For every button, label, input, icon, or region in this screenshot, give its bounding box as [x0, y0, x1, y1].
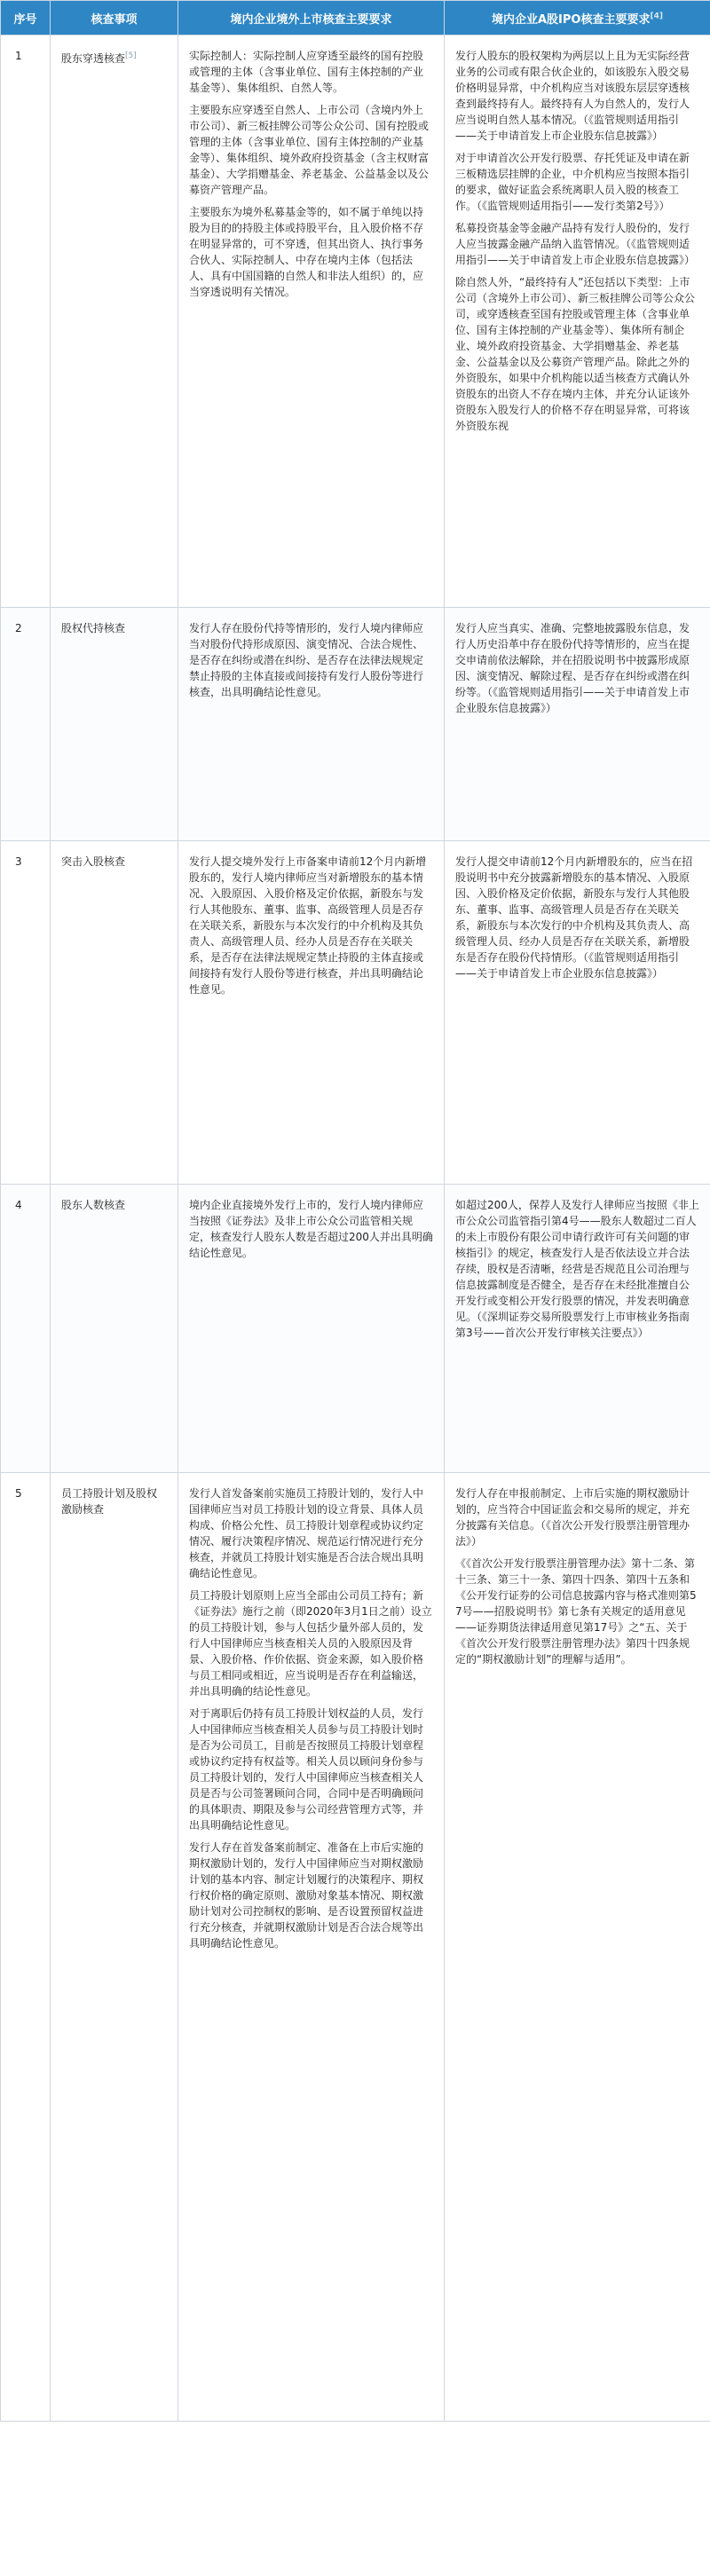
row-item-label: 股东穿透核查	[61, 52, 126, 65]
paragraph: 发行人存在申报前制定、上市后实施的期权激励计划的，应当符合中国证监会和交易所的规定，并充分披露有关信息。（《首次公开发行股票注册管理办法》）	[455, 1487, 690, 1548]
header-a-share	[445, 1, 710, 35]
row-item: 股权代持核查	[51, 608, 178, 841]
header-row	[1, 1, 710, 35]
paragraph: 发行人提交境外发行上市备案申请前12个月内新增股东的，发行人境内律师应当对新增股东的基本情况、入股原因、入股价格及定价依据，新股东与发行人其他股东、董事、监事、高级管理人员是否存在关联关系，新股东与本次发行的中介机构及其负责人、高级管理人员、经办人员是否存在关联关系，是否存在法律法规规定禁止持股的主体直接或间接持有发行人股份等进行核查，并出具明确结论性意见。	[189, 855, 427, 996]
paragraph: 发行人股东的股权架构为两层以上且为无实际经营业务的公司或有限合伙企业的，如该股东入股交易价格明显异常，中介机构应当对该股东层层穿透核查到最终持有人。最终持有人为自然人的，发行人应当说明自然人基本情况。（《监管规则适用指引——关于申请首发上市企业股东信息披露》）	[455, 50, 690, 142]
paragraph: 主要股东应穿透至自然人、上市公司（含境内外上市公司）、新三板挂牌公司等公众公司、国有控股或管理的主体（含事业单位、国有主体控制的产业基金等）、集体组织、境外政府投资基金（含主权财富基金）、大学捐赠基金、养老基金、公益基金以及公募资产管理产品。	[189, 104, 430, 196]
paragraph: 如超过200人，保荐人及发行人律师应当按照《非上市公众公司监管指引第4号——股东人数超过二百人的未上市股份有限公司申请行政许可有关问题的审核指引》的规定，核查发行人是否依法设立并合法存续，股权是否清晰，经营是否规范且公司治理与信息披露制度是否健全，是否存在未经批准擅自公开发行或变相公开发行股票的情况，并发表明确意见。（《深圳证券交易所股票发行上市审核业务指南第3号——首次公开发行审核关注要点》）	[455, 1199, 699, 1339]
header-a-share-note: [4]	[650, 12, 663, 21]
row-overseas	[178, 841, 445, 1185]
table-row	[1, 608, 710, 841]
table-header	[1, 1, 710, 35]
row-item: 股东人数核查	[51, 1185, 178, 1473]
row-no: 1	[1, 35, 51, 608]
header-a-share-label: 境内企业A股IPO核查主要要求	[492, 12, 651, 27]
row-overseas	[178, 1185, 445, 1473]
row-no: 2	[1, 608, 51, 841]
paragraph: 私募投资基金等金融产品持有发行人股份的，发行人应当披露金融产品纳入监管情况。（《监管规则适用指引——关于申请首发上市企业股东信息披露》）	[455, 222, 696, 266]
paragraph: 除自然人外，“最终持有人”还包括以下类型：上市公司（含境外上市公司）、新三板挂牌公司等公众公司，或穿透核查至国有控股或管理主体（含事业单位、国有主体控制的产业基金等）、集体所有制企业、境外政府投资基金、大学捐赠基金、养老基金、公益基金以及公募资产管理产品。除此之外的外资股东，如果中介机构能以适当核查方式确认外资股东的出资人不存在境内主体，并充分认证该外资股东入股发行人的价格不存在明显异常，可将该外资股东视	[455, 276, 696, 432]
table-row	[1, 35, 710, 608]
row-no: 5	[1, 1473, 51, 2422]
header-overseas: 境内企业境外上市核查主要要求	[178, 1, 445, 35]
row-a-share	[445, 35, 710, 608]
row-item	[51, 35, 178, 608]
paragraph: 对于离职后仍持有员工持股计划权益的人员，发行人中国律师应当核查相关人员参与员工持股计划时是否为公司员工，目前是否按照员工持股计划章程或协议约定持有权益等。相关人员以顾问身份参与员工持股计划的，发行人中国律师应当核查相关人员是否与公司签署顾问合同，合同中是否明确顾问的具体职责、期限及参与公司经营管理方式等，并出具明确结论性意见。	[189, 1707, 424, 1832]
paragraph: 员工持股计划原则上应当全部由公司员工持有；新《证券法》施行之前（即2020年3月1日之前）设立的员工持股计划，参与人包括少量外部人员的，发行人中国律师应当核查相关人员的入股原因及背景、入股价格、作价依据、资金来源，如入股价格与员工相同或相近，应当说明是否存在利益输送，并出具明确的结论性意见。	[189, 1589, 432, 1698]
table-body	[1, 35, 710, 2422]
row-a-share	[445, 608, 710, 841]
row-no: 4	[1, 1185, 51, 1473]
paragraph: 发行人存在首发备案前制定、准备在上市后实施的期权激励计划的，发行人中国律师应当对期权激励计划的基本内容、制定计划履行的决策程序、期权行权价格的确定原则、激励对象基本情况、期权激励计划对公司控制权的影响、是否设置预留权益进行充分核查，并就期权激励计划是否合法合规等出具明确结论性意见。	[189, 1841, 424, 1950]
table-row	[1, 841, 710, 1185]
row-a-share	[445, 1185, 710, 1473]
row-item: 员工持股计划及股权激励核查	[51, 1473, 178, 2422]
paragraph: 发行人应当真实、准确、完整地披露股东信息，发行人历史沿革中存在股份代持等情形的，应当在提交申请前依法解除，并在招股说明书中披露形成原因、演变情况、解除过程、是否存在纠纷或潜在纠纷等。（《监管规则适用指引——关于申请首发上市企业股东信息披露》）	[455, 622, 690, 714]
paragraph: 发行人提交申请前12个月内新增股东的，应当在招股说明书中充分披露新增股东的基本情况、入股原因、入股价格及定价依据，新股东与发行人其他股东、董事、监事、高级管理人员是否存在关联关系，新股东与本次发行的中介机构及其负责人、高级管理人员、经办人员是否存在关联关系，新增股东是否存在股份代持情形。（《监管规则适用指引——关于申请首发上市企业股东信息披露》）	[455, 855, 693, 980]
paragraph: 《《首次公开发行股票注册管理办法》第十二条、第十三条、第三十一条、第四十四条、第四十五条和《公开发行证券的公司信息披露内容与格式准则第57号——招股说明书》第七条有关规定的适用意见——证券期货法律适用意见第17号》之“五、关于《首次公开发行股票注册管理办法》第四十四条规定的“期权激励计划”的理解与适用”。	[455, 1557, 697, 1666]
paragraph: 实际控制人：实际控制人应穿透至最终的国有控股或管理的主体（含事业单位、国有主体控制的产业基金等）、集体组织、自然人等。	[189, 50, 424, 94]
table-row	[1, 1185, 710, 1473]
paragraph: 境内企业直接境外发行上市的，发行人境内律师应当按照《证券法》及非上市公众公司监管相关规定，核查发行人股东人数是否超过200人并出具明确结论性意见。	[189, 1199, 433, 1259]
row-no: 3	[1, 841, 51, 1185]
header-no: 序号	[1, 1, 51, 35]
paragraph: 发行人首发备案前实施员工持股计划的，发行人中国律师应当对员工持股计划的设立背景、具体人员构成、价格公允性、员工持股计划章程或协议约定情况、履行决策程序情况、规范运行情况进行充分核查，并就员工持股计划实施是否合法合规出具明确结论性意见。	[189, 1487, 424, 1579]
header-item: 核查事项	[51, 1, 178, 35]
row-item-note: [5]	[125, 51, 137, 60]
paragraph: 发行人存在股份代持等情形的，发行人境内律师应当对股份代持形成原因、演变情况、合法合规性、是否存在纠纷或潜在纠纷、是否存在法律法规规定禁止持股的主体直接或间接持有发行人股份等进行核查，出具明确结论性意见。	[189, 622, 424, 698]
row-a-share	[445, 1473, 710, 2422]
row-item: 突击入股核查	[51, 841, 178, 1185]
paragraph: 对于申请首次公开发行股票、存托凭证及申请在新三板精选层挂牌的企业，中介机构应当按照本指引的要求，做好证监会系统离职人员入股的核查工作。（《监管规则适用指引——发行类第2号》）	[455, 152, 690, 212]
row-overseas	[178, 1473, 445, 2422]
paragraph: 主要股东为境外私募基金等的，如不属于单纯以持股为目的的持股主体或持股平台，且入股价格不存在明显异常的，可不穿透，但其出资人、执行事务合伙人、实际控制人、中存在境内主体（包括法人、具有中国国籍的自然人和非法人组织）的，应当穿透说明有关情况。	[189, 206, 424, 298]
row-overseas	[178, 35, 445, 608]
row-a-share	[445, 841, 710, 1185]
row-overseas	[178, 608, 445, 841]
table-row	[1, 1473, 710, 2422]
